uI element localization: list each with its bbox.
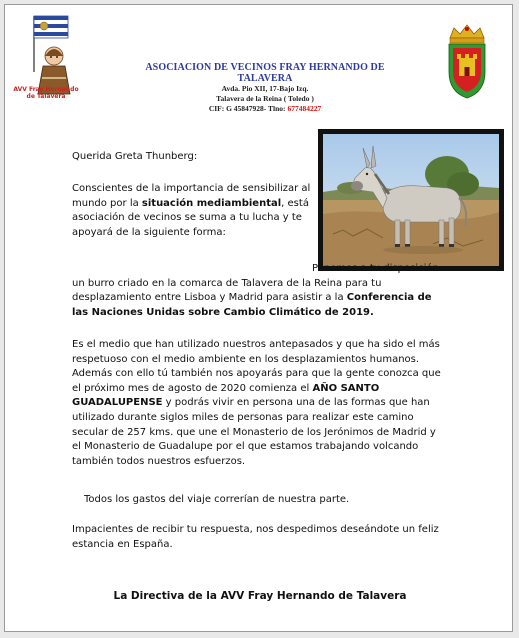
cif-label: CIF: G 45847928- Tlno: (208, 104, 288, 113)
paragraph-1 (72, 182, 314, 240)
logo-caption-line-2: de Talavera (26, 93, 66, 100)
logo-caption-line-1: AVV Fray Hernando (13, 86, 79, 93)
paragraph-1-text-c: , está asociación de vecinos se suma a tu lucha y te apoyará de la siguiente forma: (72, 197, 309, 238)
paragraph-3-text-a: Es el medio que han utilizado nuestros antepasados y que ha sido el más respetuoso con el medio ambiente en los desplazamientos humanos. Además con ello tú también nos apoyarás para que la gente conozca que el próximo mes de agosto de 2020 comienza el (72, 339, 441, 394)
paragraph-1-bold: situación mediambiental (141, 197, 282, 209)
paragraph-5: Impacientes de recibir tu respuesta, nos despedimos deseándote un feliz estancia en España. (72, 524, 439, 550)
paragraph-2-bold: Conferencia de las Naciones Unidas sobre Cambio Climático de 2019. (72, 292, 432, 318)
cif-phone-line (120, 104, 410, 114)
paragraph-3-text-c: y podrás vivir en persona una de las formas que han utilizado durante siglos miles de personas para realizar este camino secular de 257 kms. que une el Monasterio de los Jerónimos de Madrid y el Monasterio de Guadalupe por el que estamos trabajando volcando también todos nuestros esfuerzos. (72, 397, 436, 467)
paragraph-2 (72, 262, 440, 320)
paragraph-3-bold: AÑO SANTO GUADALUPENSE (72, 382, 380, 409)
org-name: ASOCIACION DE VECINOS FRAY HERNANDO DE TALAVERA (145, 62, 385, 84)
signature: La Directiva de la AVV Fray Hernando de Talavera (113, 590, 407, 602)
logo-caption (8, 86, 84, 100)
town-shield-icon (442, 22, 492, 100)
letterhead (120, 62, 410, 114)
donkey-photo (318, 129, 504, 271)
phone-number: 677484227 (287, 104, 322, 113)
address-line-1: Avda. Pio XII, 17-Bajo Izq. (221, 84, 309, 93)
salutation: Querida Greta Thunberg: (72, 151, 198, 162)
paragraph-2-text-a: Ponemos a tu disposición un burro criado en la comarca de Talavera de la Reina para tu desplazamiento entre Lisboa y Madrid para asistir a la (72, 263, 439, 304)
donkey-image (323, 134, 499, 266)
address-line-2: Talavera de la Reina ( Toledo ) (216, 94, 314, 103)
paragraph-1-text-a: Conscientes de la importancia de sensibilizar al mundo por la (72, 183, 311, 209)
paragraph-4: Todos los gastos del viaje correrían de nuestra parte. (84, 494, 350, 505)
paragraph-3 (72, 338, 444, 469)
